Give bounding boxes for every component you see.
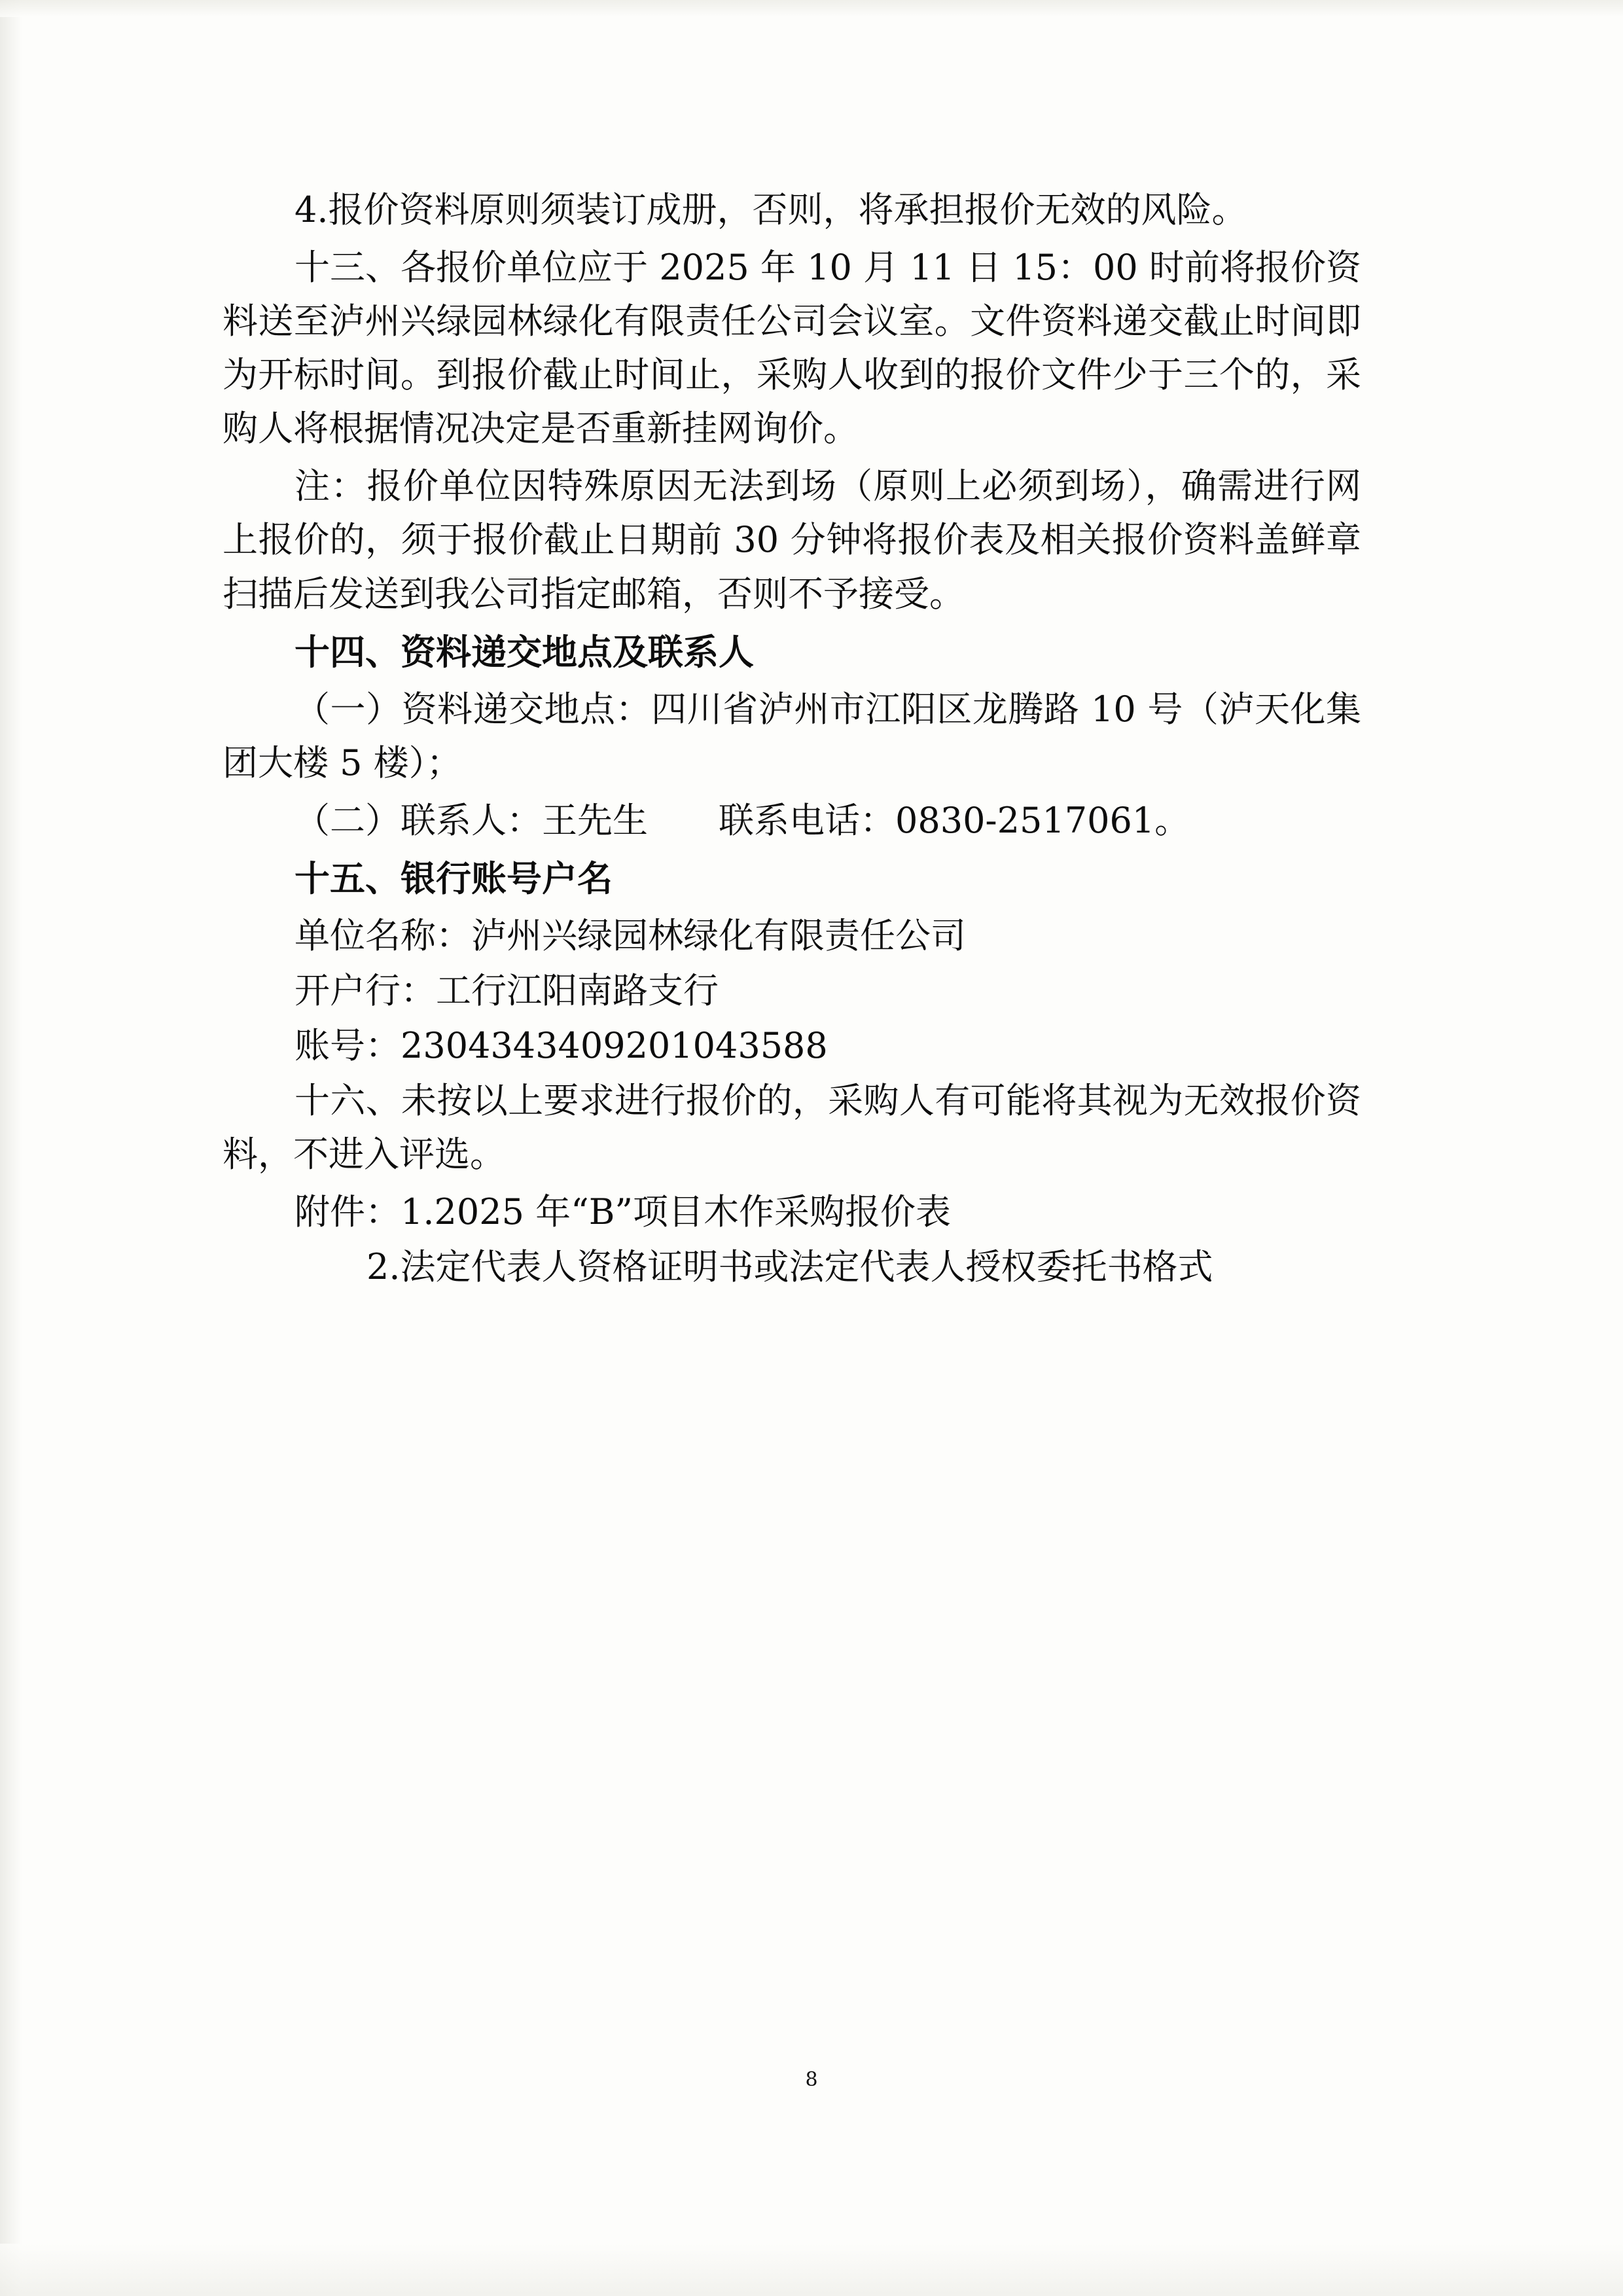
scan-edge-bottom (0, 2244, 1623, 2296)
paragraph-invalid-quote: 十六、未按以上要求进行报价的，采购人有可能将其视为无效报价资料，不进入评选。 (223, 1080, 1361, 1175)
paragraph-online-quote-note: 注：报价单位因特殊原因无法到场（原则上必须到场），确需进行网上报价的，须于报价截止日期前 30 分钟将报价表及相关报价资料盖鲜章扫描后发送到我公司指定邮箱，否则不予接受。 (223, 465, 1361, 615)
scan-edge-left (0, 0, 22, 2296)
paragraph-bank-branch: 开户行：工行江阳南路支行 (294, 970, 719, 1012)
page-number: 8 (805, 2068, 818, 2091)
paragraph-account-number: 账号：2304343409201043588 (294, 1025, 828, 1067)
document-body (223, 183, 1361, 1299)
scan-edge-top (0, 0, 1623, 17)
heading-delivery-location: 十四、资料递交地点及联系人 (294, 630, 754, 673)
paragraph-submission-deadline: 十三、各报价单位应于 2025 年 10 月 11 日 15：00 时前将报价资料送至泸州兴绿园林绿化有限责任公司会议室。文件资料递交截止时间即为开标时间。到报价截止时间止，采购人收到的报价文件少于三个的，采购人将根据情况决定是否重新挂网询价。 (223, 247, 1361, 450)
paragraph-attachment-1: 附件：1.2025 年“B”项目木作采购报价表 (294, 1191, 952, 1233)
heading-bank-account: 十五、银行账号户名 (294, 857, 613, 899)
paragraph-binding-requirement: 4.报价资料原则须装订成册，否则，将承担报价无效的风险。 (294, 189, 1247, 230)
paragraph-contact-person: （二）联系人：王先生 联系电话：0830-2517061。 (294, 799, 1190, 841)
paragraph-delivery-address: （一）资料递交地点：四川省泸州市江阳区龙腾路 10 号（泸天化集团大楼 5 楼）； (223, 688, 1361, 783)
paragraph-attachment-2: 2.法定代表人资格证明书或法定代表人授权委托书格式 (366, 1246, 1213, 1288)
paragraph-company-name: 单位名称：泸州兴绿园林绿化有限责任公司 (294, 915, 966, 957)
